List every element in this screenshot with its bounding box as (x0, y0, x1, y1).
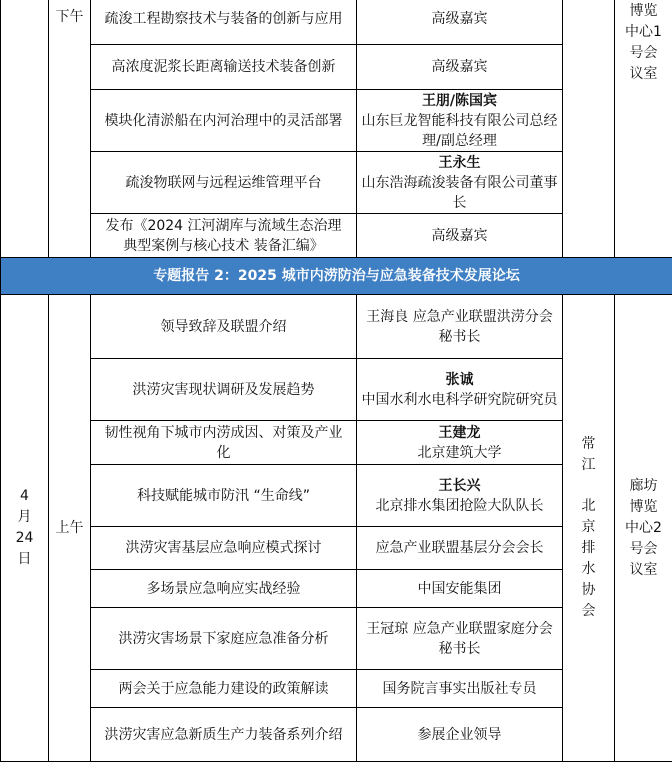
speaker-detail: 王冠琼 应急产业联盟家庭分会秘书长 (361, 619, 558, 659)
speaker-cell (357, 670, 563, 708)
speaker-cell (357, 214, 563, 258)
speaker-cell (357, 359, 563, 421)
speaker-detail: 高级嘉宾 (361, 9, 558, 29)
speaker-detail: 王海良 应急产业联盟洪涝分会秘书长 (361, 307, 558, 347)
speaker-detail: 国务院言事实出版社专员 (361, 679, 558, 699)
topic-cell: 洪涝灾害场景下家庭应急准备分析 (91, 608, 357, 670)
speaker-detail: 应急产业联盟基层分会会长 (361, 538, 558, 558)
speaker-detail: 北京排水集团抢险大队队长 (361, 496, 558, 516)
speaker-name: 王长兴 (361, 476, 558, 496)
speaker-cell (357, 465, 563, 527)
speaker-name: 王永生 (361, 153, 558, 173)
speaker-cell (357, 0, 563, 45)
host-cell-blank (563, 0, 615, 258)
speaker-detail: 北京建筑大学 (361, 443, 558, 463)
speaker-detail: 高级嘉宾 (361, 57, 558, 77)
host-name: 常江 (577, 434, 600, 476)
speaker-detail: 中国水利水电科学研究院研究员 (361, 390, 558, 410)
topic-cell: 洪涝灾害基层应急响应模式探讨 (91, 527, 357, 570)
topic-cell: 两会关于应急能力建设的政策解读 (91, 670, 357, 708)
topic-cell: 领导致辞及联盟介绍 (91, 295, 357, 359)
date-cell: 4月24日 (1, 295, 49, 762)
topic-cell: 多场景应急响应实战经验 (91, 570, 357, 608)
location-cell: 廊坊博览中心2号会议室 (615, 295, 672, 762)
speaker-cell (357, 527, 563, 570)
host-org: 北京排水协会 (577, 496, 600, 622)
host-cell (563, 295, 615, 762)
speaker-name: 王朋/陈国宾 (361, 91, 558, 111)
topic-cell: 模块化清淤船在内河治理中的灵活部署 (91, 90, 357, 152)
section-banner: 专题报告 2：2025 城市内涝防治与应急装备技术发展论坛 (1, 258, 672, 295)
speaker-detail: 中国安能集团 (361, 579, 558, 599)
speaker-name: 王建龙 (361, 423, 558, 443)
topic-cell: 发布《2024 江河湖库与流域生态治理典型案例与核心技术 装备汇编》 (91, 214, 357, 258)
time-cell: 上午 (49, 295, 91, 762)
topic-cell: 疏浚物联网与远程运维管理平台 (91, 152, 357, 214)
topic-cell: 科技赋能城市防汛 “生命线” (91, 465, 357, 527)
speaker-cell (357, 295, 563, 359)
speaker-cell (357, 90, 563, 152)
location-cell: 博览中心1号会议室 (615, 0, 672, 258)
speaker-cell (357, 45, 563, 90)
table-row (1, 295, 672, 359)
speaker-detail: 高级嘉宾 (361, 226, 558, 246)
table-row (1, 0, 672, 45)
speaker-cell (357, 570, 563, 608)
topic-cell: 高浓度泥浆长距离输送技术装备创新 (91, 45, 357, 90)
date-cell-blank (1, 0, 49, 258)
section-banner-row (1, 258, 672, 295)
speaker-cell (357, 708, 563, 762)
speaker-cell (357, 608, 563, 670)
speaker-name: 张诚 (361, 370, 558, 390)
topic-cell: 疏浚工程勘察技术与装备的创新与应用 (91, 0, 357, 45)
speaker-cell (357, 421, 563, 465)
topic-cell: 洪涝灾害应急新质生产力装备系列介绍 (91, 708, 357, 762)
topic-cell: 洪涝灾害现状调研及发展趋势 (91, 359, 357, 421)
time-cell: 下午 (49, 0, 91, 258)
speaker-detail: 参展企业领导 (361, 725, 558, 745)
speaker-cell (357, 152, 563, 214)
speaker-detail: 山东浩海疏浚装备有限公司董事长 (361, 173, 558, 213)
topic-cell: 韧性视角下城市内涝成因、对策及产业化 (91, 421, 357, 465)
speaker-detail: 山东巨龙智能科技有限公司总经理/副总经理 (361, 111, 558, 151)
